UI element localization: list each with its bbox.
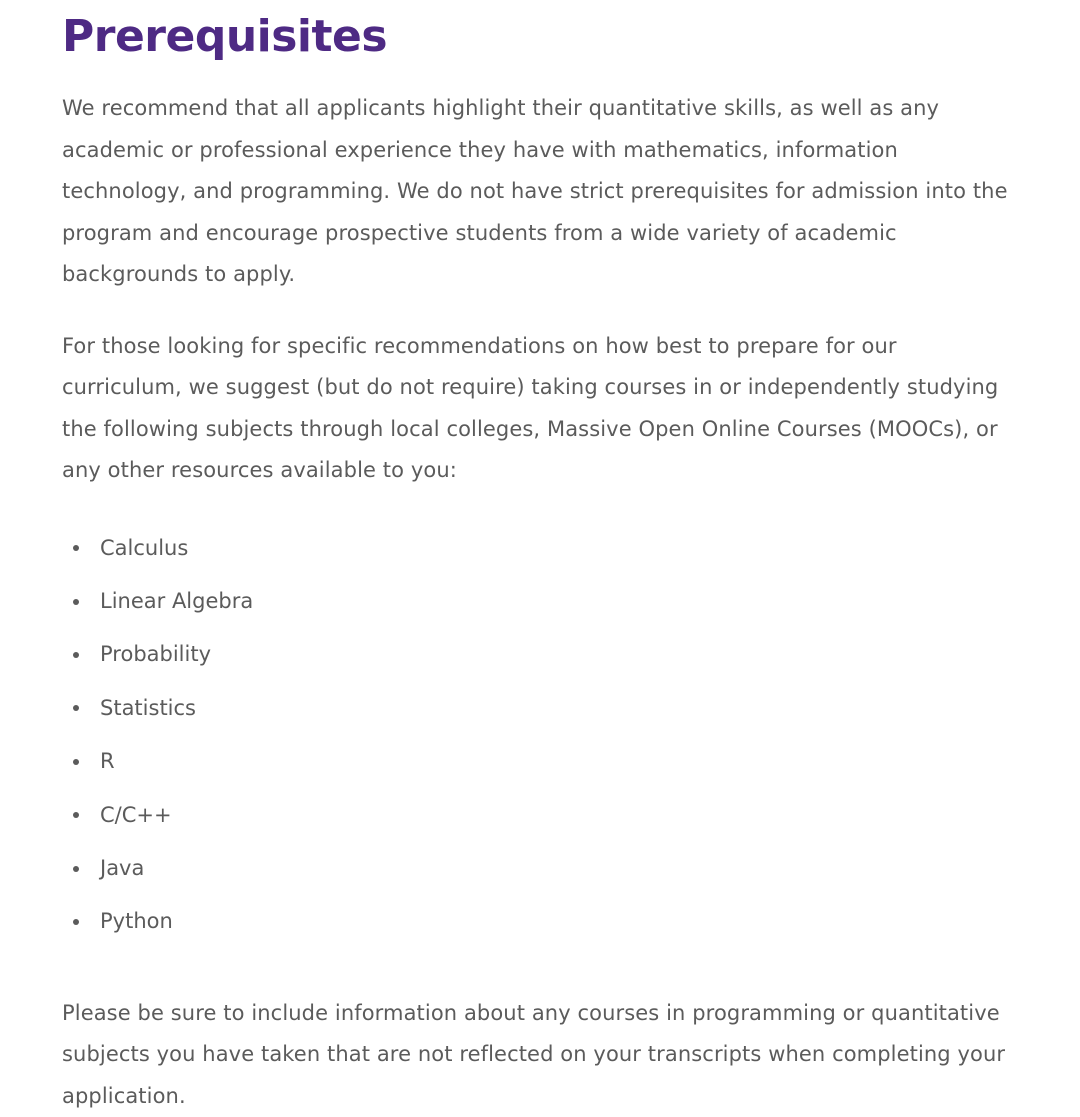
bullet-icon <box>73 759 79 765</box>
bullet-icon <box>73 919 79 925</box>
list-item <box>62 735 1022 788</box>
recommendations-paragraph: For those looking for specific recommendations on how best to prepare for our curriculum, we suggest (but do not require) taking courses in or independently studying the following subjects through local colleges, Massive Open Online Courses (MOOCs), or any other resources available to you: <box>62 333 999 482</box>
subject-label: Java <box>100 855 145 880</box>
bullet-icon <box>73 545 79 551</box>
list-item <box>62 842 1022 895</box>
subject-label: Calculus <box>100 535 189 560</box>
list-item <box>62 575 1022 628</box>
subject-label: Linear Algebra <box>100 588 254 613</box>
list-item <box>62 682 1022 735</box>
subject-label: Probability <box>100 642 212 667</box>
bullet-icon <box>73 599 79 605</box>
bullet-icon <box>73 705 79 711</box>
list-item <box>62 789 1022 842</box>
list-item <box>62 895 1022 948</box>
main-content <box>62 0 1022 1117</box>
list-item <box>62 628 1022 681</box>
bullet-icon <box>73 812 79 818</box>
subject-label: C/C++ <box>100 802 172 827</box>
intro-paragraph: We recommend that all applicants highlight their quantitative skills, as well as any academic or professional experience they have with mathematics, information technology, and programming. We do not have strict prerequisites for admission into the program and encourage prospective students from a wide variety of academic backgrounds to apply. <box>62 96 1008 286</box>
subject-label: Statistics <box>100 695 196 720</box>
application-note-paragraph: Please be sure to include information about any courses in programming or quantitative subjects you have taken that are not reflected on your transcripts when completing your application. <box>62 1000 1006 1108</box>
page-title: Prerequisites <box>62 11 388 62</box>
bullet-icon <box>73 652 79 658</box>
subject-list <box>62 522 1022 949</box>
bullet-icon <box>73 866 79 872</box>
list-item <box>62 522 1022 575</box>
subject-label: Python <box>100 909 173 934</box>
subject-label: R <box>100 749 115 774</box>
